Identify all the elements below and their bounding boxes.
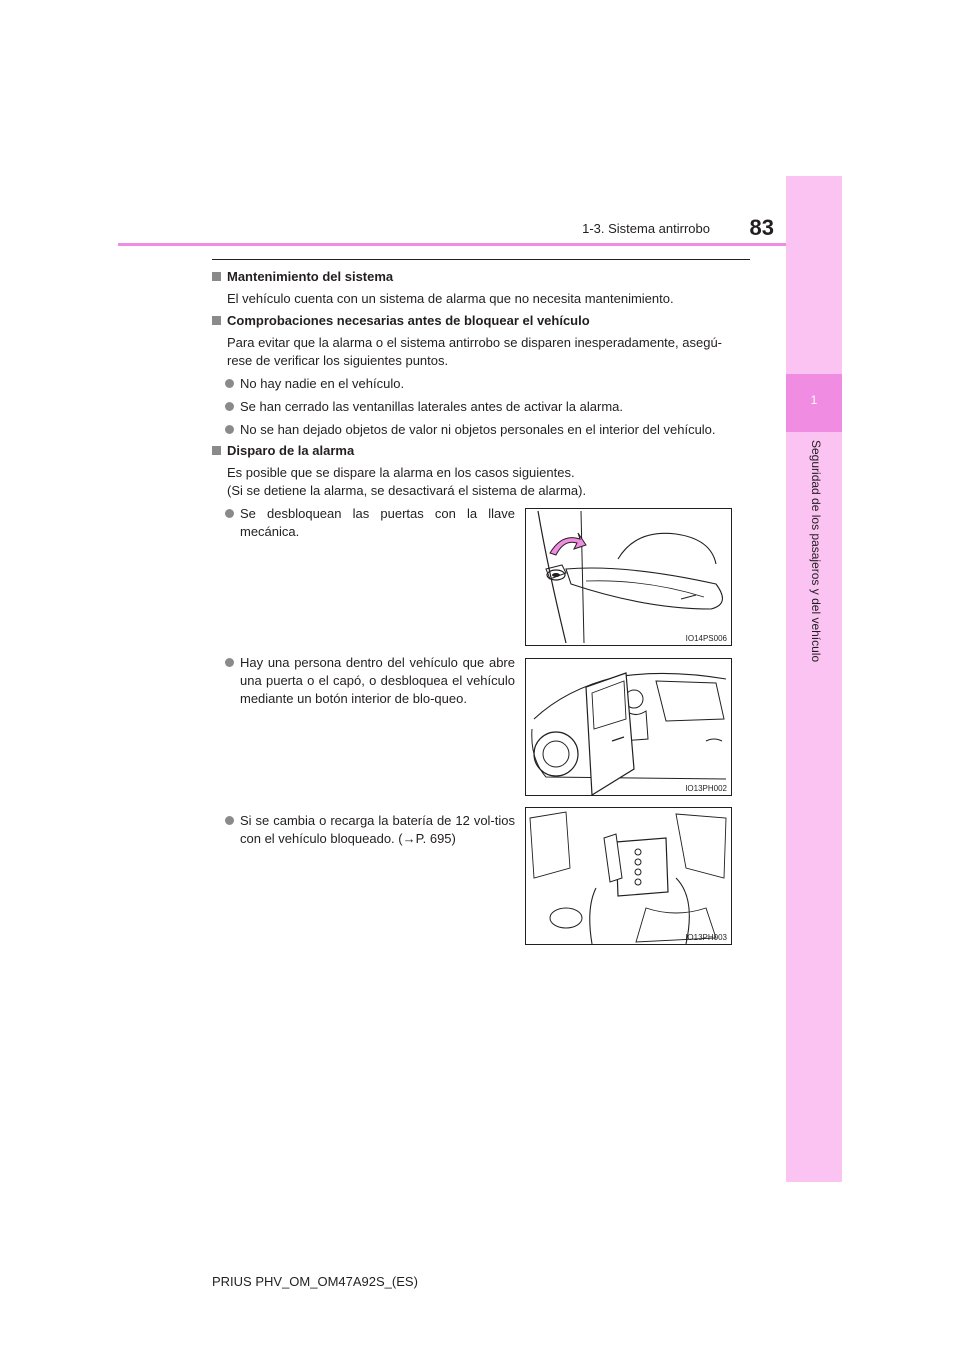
round-bullet-icon (225, 379, 234, 388)
door-handle-key-icon (526, 509, 731, 645)
chapter-number: 1 (810, 393, 818, 407)
check-item: Se han cerrado las ventanillas laterales antes de activar la alarma. (225, 398, 750, 416)
square-bullet-icon (212, 316, 221, 325)
car-open-door-illustration (525, 658, 732, 796)
trigger-item-battery: Si se cambia o recarga la batería de 12 vol-tios con el vehículo bloqueado. (→P. 695) (225, 812, 515, 848)
battery-icon (526, 808, 731, 944)
battery-replacement-illustration (525, 807, 732, 945)
heading-checks: Comprobaciones necesarias antes de bloquear el vehículo (212, 313, 590, 328)
trigger-text-line2: (Si se detiene la alarma, se desactivará el sistema de alarma). (227, 483, 587, 498)
maintenance-text: El vehículo cuenta con un sistema de alarma que no necesita mantenimiento. (227, 291, 674, 306)
square-bullet-icon (212, 446, 221, 455)
content-rule (212, 259, 750, 260)
figure-code: IO14PS006 (685, 634, 727, 643)
heading-trigger: Disparo de la alarma (212, 443, 354, 458)
car-door-open-icon (526, 659, 731, 795)
round-bullet-icon (225, 425, 234, 434)
trigger-item-key: Se desbloquean las puertas con la llave mecánica. (225, 505, 515, 541)
square-bullet-icon (212, 272, 221, 281)
figure-code: IO13PH002 (685, 784, 727, 793)
heading-maintenance: Mantenimiento del sistema (212, 269, 393, 284)
section-title: 1-3. Sistema antirrobo (582, 221, 710, 236)
header-rule (118, 243, 786, 246)
chapter-label: Seguridad de los pasajeros y del vehículo (809, 440, 823, 663)
trigger-item-person-inside: Hay una persona dentro del vehículo que abre una puerta o el capó, o desbloquea el vehículo mediante un botón interior de blo-queo. (225, 654, 515, 708)
checks-text-line1: Para evitar que la alarma o el sistema antirrobo se disparen inesperadamente, asegú- (227, 335, 722, 350)
trigger-text-line1: Es posible que se dispare la alarma en los casos siguientes. (227, 465, 575, 480)
door-key-illustration (525, 508, 732, 646)
page-number: 83 (749, 215, 774, 240)
check-item: No hay nadie en el vehículo. (225, 375, 750, 393)
round-bullet-icon (225, 816, 234, 825)
document-code: PRIUS PHV_OM_OM47A92S_(ES) (212, 1274, 418, 1289)
round-bullet-icon (225, 402, 234, 411)
checks-text-line2: rese de verificar los siguientes puntos. (227, 353, 449, 368)
round-bullet-icon (225, 509, 234, 518)
check-item: No se han dejado objetos de valor ni objetos personales en el interior del vehículo. (225, 421, 750, 439)
figure-code: IO13PH003 (685, 933, 727, 942)
round-bullet-icon (225, 658, 234, 667)
